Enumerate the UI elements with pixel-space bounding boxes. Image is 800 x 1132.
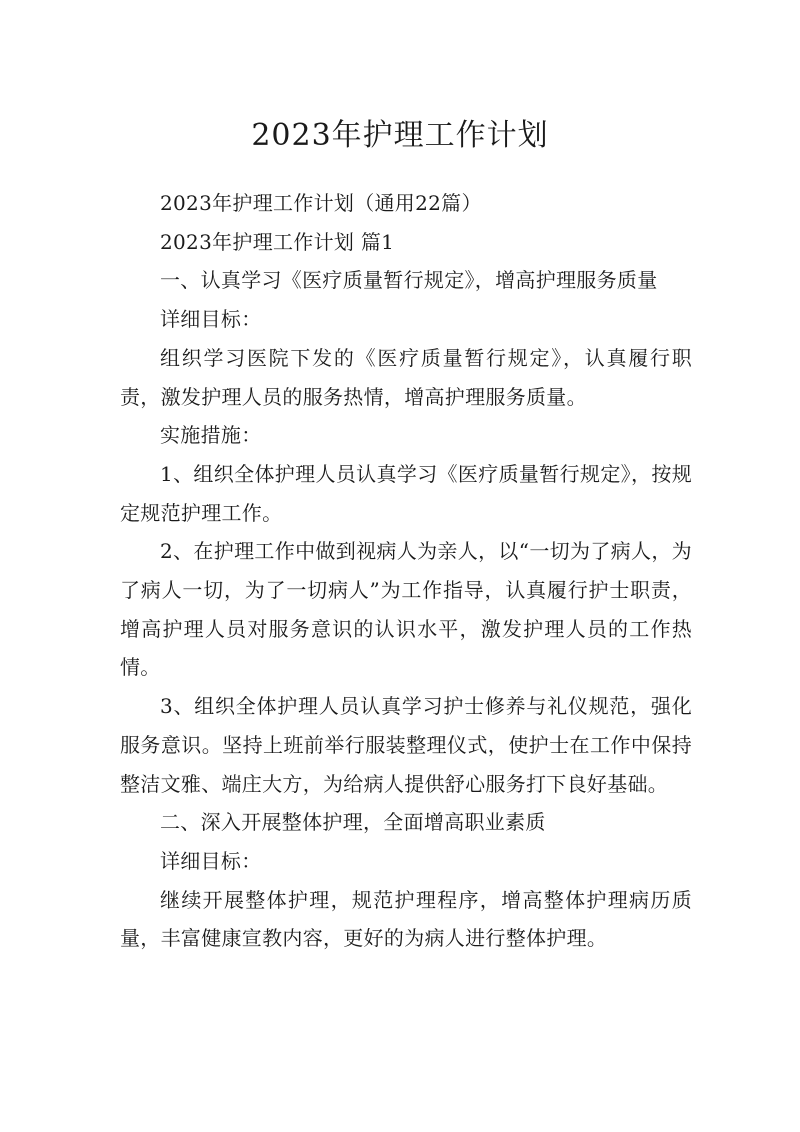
paragraph-heading-1: 一、认真学习《医疗质量暂行规定》，增高护理服务质量 — [160, 268, 658, 293]
paragraph-item-3: 3、组织全体护理人员认真学习护士修养与礼仪规范，强化服务意识。坚持上班前举行服装整理仪式，使护士在工作中保持整洁文雅、端庄大方，为给病人提供舒心服务打下良好基础。 — [120, 694, 692, 796]
document-body — [120, 184, 692, 958]
paragraph-subtitle: 2023年护理工作计划（通用22篇） — [160, 191, 482, 215]
paragraph-section-heading: 2023年护理工作计划 篇1 — [160, 229, 395, 254]
paragraph-item-2: 2、在护理工作中做到视病人为亲人，以“一切为了病人，为了病人一切，为了一切病人”为工作指导，认真履行护士职责，增高护理人员对服务意识的认识水平，激发护理人员的工作热情。 — [120, 539, 692, 680]
paragraph-label-goal: 详细目标： — [160, 848, 262, 873]
paragraph: 组织学习医院下发的《医疗质量暂行规定》，认真履行职责，激发护理人员的服务热情，增高护理服务质量。 — [120, 345, 692, 409]
paragraph-label-measures: 实施措施： — [160, 423, 262, 448]
paragraph-label-goal: 详细目标： — [160, 307, 262, 332]
paragraph-item-1: 1、组织全体护理人员认真学习《医疗质量暂行规定》，按规定规范护理工作。 — [120, 461, 692, 525]
document-title: 2023年护理工作计划 — [251, 118, 549, 154]
paragraph-heading-2: 二、深入开展整体护理，全面增高职业素质 — [160, 810, 546, 835]
paragraph: 继续开展整体护理，规范护理程序，增高整体护理病历质量，丰富健康宣教内容，更好的为病人进行整体护理。 — [120, 887, 692, 951]
